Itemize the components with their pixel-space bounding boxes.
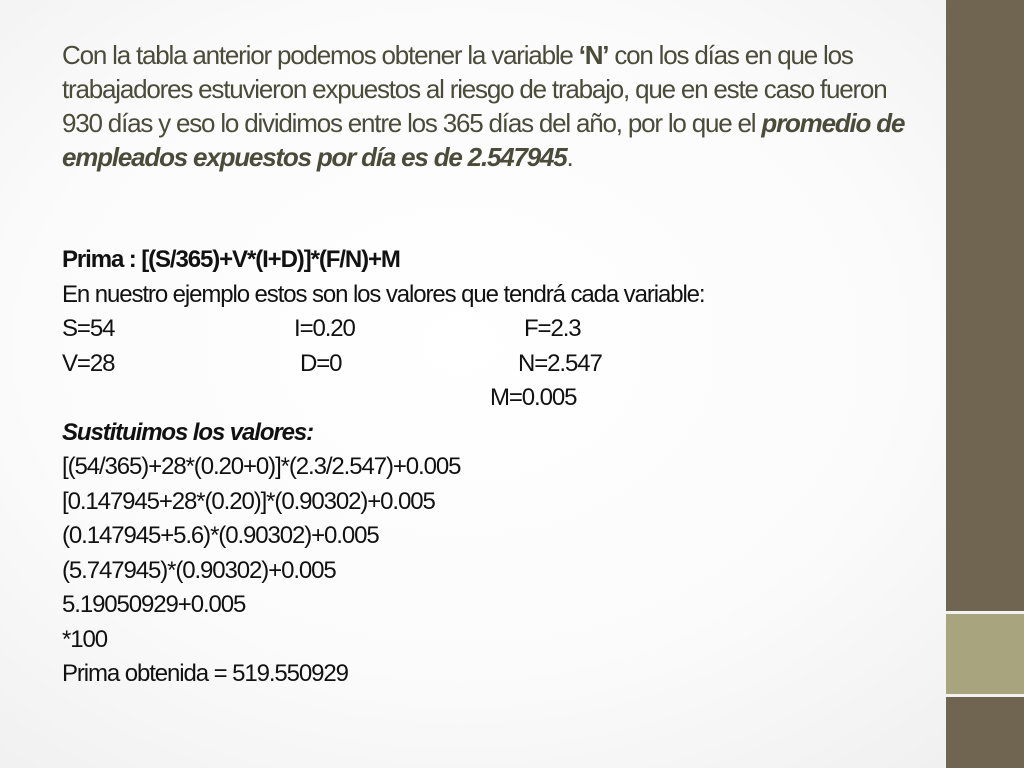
- step-line: [0.147945+28*(0.20)]*(0.90302)+0.005: [62, 487, 435, 515]
- slide-title: [62, 38, 922, 174]
- value-v: V=28: [62, 349, 115, 377]
- value-s: S=54: [62, 315, 115, 342]
- values-row-2: [62, 347, 922, 382]
- title-end: .: [566, 142, 573, 172]
- title-emphasis: promedio de empleados expuestos por día es de 2.547945: [62, 108, 905, 172]
- intro-line: En nuestro ejemplo estos son los valores que tendrá cada variable:: [62, 280, 705, 308]
- slide-body: [62, 243, 922, 692]
- result-line: Prima obtenida = 519.550929: [62, 660, 348, 687]
- value-n: N=2.547: [518, 349, 602, 377]
- formula-line: Prima : [(S/365)+V*(I+D)]*(F/N)+M: [62, 246, 400, 273]
- title-part2: con los días en que los trabajadores estuvieron expuestos al riesgo de trabajo, que en este caso fueron 930 días y eso lo dividimos entre los 365 días del año, por lo que el: [62, 40, 887, 138]
- step-line: *100: [62, 625, 107, 653]
- title-part1: Con la tabla anterior podemos obtener la variable: [62, 40, 579, 70]
- value-f: F=2.3: [524, 315, 581, 342]
- values-row-1: [62, 312, 922, 347]
- values-row-3: [62, 381, 922, 416]
- step-line: [(54/365)+28*(0.20+0)]*(2.3/2.547)+0.005: [62, 453, 461, 480]
- step-line: 5.19050929+0.005: [62, 591, 246, 618]
- value-i: I=0.20: [294, 315, 355, 342]
- value-d: D=0: [300, 349, 342, 377]
- title-variable: ‘N’: [578, 40, 609, 70]
- sidebar-accent-block: [946, 614, 1024, 694]
- value-m: M=0.005: [490, 384, 577, 411]
- step-line: (5.747945)*(0.90302)+0.005: [62, 556, 336, 584]
- substitute-heading: Sustituimos los valores:: [62, 418, 314, 446]
- step-line: (0.147945+5.6)*(0.90302)+0.005: [62, 522, 379, 549]
- sidebar-divider-bottom: [946, 694, 1024, 697]
